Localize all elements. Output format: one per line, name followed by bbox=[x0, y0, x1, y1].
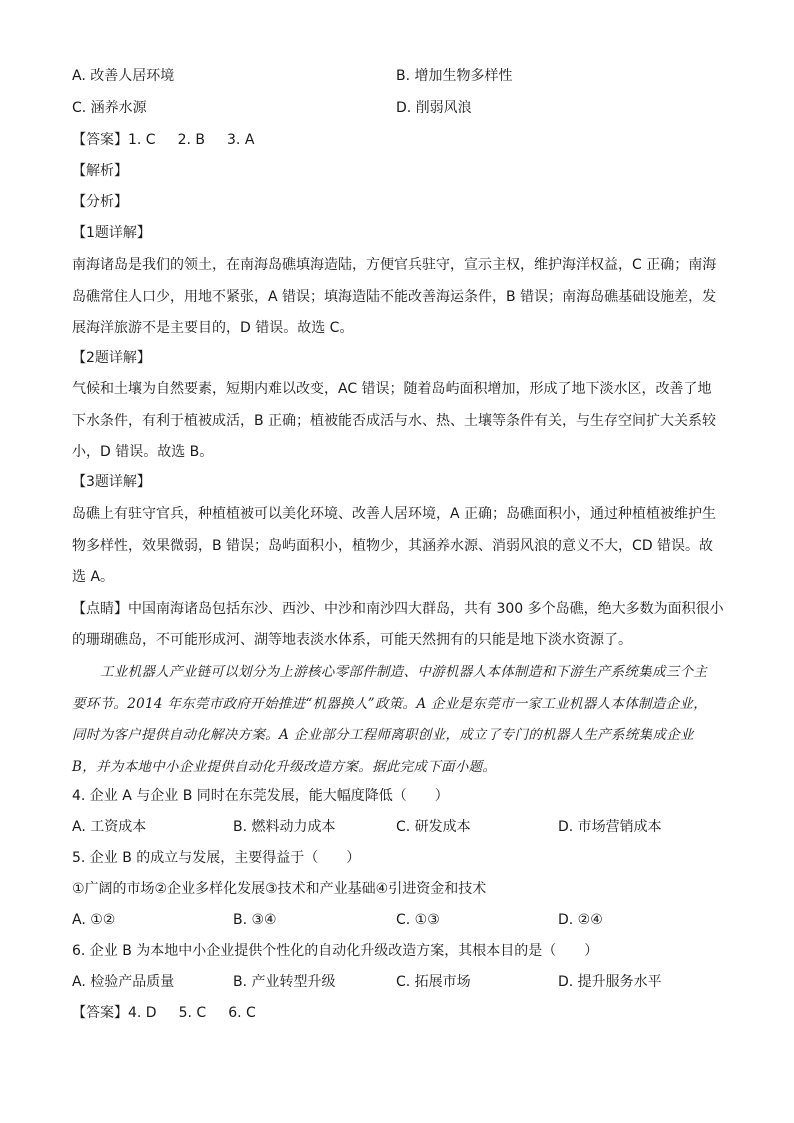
answer-label: 【答案】 bbox=[72, 132, 128, 148]
q5-option-c: C. ①③ bbox=[396, 912, 440, 928]
detail-1-text: 岛礁常住人口少，用地不紧张，A 错误；填海造陆不能改善海运条件，B 错误；南海岛礁基础设施差，发 bbox=[72, 289, 717, 305]
answer-value: 1. C bbox=[128, 132, 156, 148]
dianjing-text: 【点睛】中国南海诸岛包括东沙、西沙、中沙和南沙四大群岛，共有 300 多个岛礁，绝大多数为面积很小 bbox=[72, 601, 724, 617]
answer-label: 【答案】 bbox=[72, 1005, 128, 1021]
answer-line-1 bbox=[72, 130, 732, 150]
q4-option-b: B. 燃料动力成本 bbox=[233, 819, 336, 835]
detail-1-text: 南海诸岛是我们的领土，在南海岛礁填海造陆，方便官兵驻守，宣示主权，维护海洋权益，C 正确；南海 bbox=[72, 257, 717, 273]
detail-2-heading: 【2题详解】 bbox=[72, 350, 151, 366]
detail-3-text: 岛礁上有驻守官兵，种植植被可以美化环境、改善人居环境，A 正确；岛礁面积小，通过种植植被维护生 bbox=[72, 506, 717, 522]
q5-stem: 5. 企业 B 的成立与发展，主要得益于（ ） bbox=[72, 850, 361, 866]
detail-1-heading: 【1题详解】 bbox=[72, 225, 151, 241]
q5-option-a: A. ①② bbox=[72, 912, 116, 928]
q4-option-a: A. 工资成本 bbox=[72, 819, 147, 835]
fenxi-heading: 【分析】 bbox=[72, 194, 128, 210]
answer-line-2 bbox=[72, 1003, 732, 1023]
detail-2-text: 下水条件，有利于植被成活，B 正确；植被能否成活与水、热、土壤等条件有关，与生存空间扩大关系较 bbox=[72, 413, 717, 429]
q4-stem: 4. 企业 A 与企业 B 同时在东莞发展，能大幅度降低（ ） bbox=[72, 788, 449, 804]
jiexi-heading: 【解析】 bbox=[72, 163, 128, 179]
q5-option-d: D. ②④ bbox=[558, 912, 603, 928]
detail-2-text: 小，D 错误。故选 B。 bbox=[72, 444, 214, 460]
q6-option-c: C. 拓展市场 bbox=[396, 974, 471, 990]
q3-option-b: B. 增加生物多样性 bbox=[396, 68, 513, 84]
answer-value: 6. C bbox=[228, 1005, 256, 1021]
q6-option-b: B. 产业转型升级 bbox=[233, 974, 336, 990]
q5-option-b: B. ③④ bbox=[233, 912, 277, 928]
q3-option-a: A. 改善人居环境 bbox=[72, 68, 175, 84]
detail-2-text: 气候和土壤为自然要素，短期内难以改变，AC 错误；随着岛屿面积增加，形成了地下淡水区，改善了地 bbox=[72, 381, 712, 397]
answer-value: 3. A bbox=[227, 132, 255, 148]
detail-3-text: 选 A。 bbox=[72, 569, 115, 585]
answer-value: 2. B bbox=[177, 132, 206, 148]
q6-option-d: D. 提升服务水平 bbox=[558, 974, 662, 990]
detail-3-heading: 【3题详解】 bbox=[72, 474, 151, 490]
material-text: 同时为客户提供自动化解决方案。A 企业部分工程师离职创业，成立了专门的机器人生产系统集成企业 bbox=[72, 727, 694, 743]
answer-value: 4. D bbox=[128, 1005, 157, 1021]
q3-option-c: C. 涵养水源 bbox=[72, 100, 147, 116]
detail-3-text: 物多样性，效果微弱，B 错误；岛屿面积小，植物少，其涵养水源、消弱风浪的意义不大，CD 错误。故 bbox=[72, 538, 714, 554]
q5-items: ①广阔的市场②企业多样化发展③技术和产业基础④引进资金和技术 bbox=[72, 881, 487, 897]
q3-option-d: D. 削弱风浪 bbox=[396, 100, 472, 116]
q6-stem: 6. 企业 B 为本地中小企业提供个性化的自动化升级改造方案，其根本目的是（ ） bbox=[72, 943, 599, 959]
material-text: 要环节。2014 年东莞市政府开始推进“机器换人”政策。A 企业是东莞市一家工业机器人本体制造企业， bbox=[72, 696, 707, 712]
q6-option-a: A. 检验产品质量 bbox=[72, 974, 175, 990]
material-text: B，并为本地中小企业提供自动化升级改造方案。据此完成下面小题。 bbox=[72, 759, 497, 775]
detail-1-text: 展海洋旅游不是主要目的，D 错误。故选 C。 bbox=[72, 320, 354, 336]
dianjing-text: 的珊瑚礁岛，不可能形成河、湖等地表淡水体系，可能天然拥有的只能是地下淡水资源了。 bbox=[72, 632, 632, 648]
q4-option-c: C. 研发成本 bbox=[396, 819, 471, 835]
q4-option-d: D. 市场营销成本 bbox=[558, 819, 662, 835]
answer-value: 5. C bbox=[178, 1005, 207, 1021]
material-text: 工业机器人产业链可以划分为上游核心零部件制造、中游机器人本体制造和下游生产系统集成三个主 bbox=[100, 664, 708, 680]
